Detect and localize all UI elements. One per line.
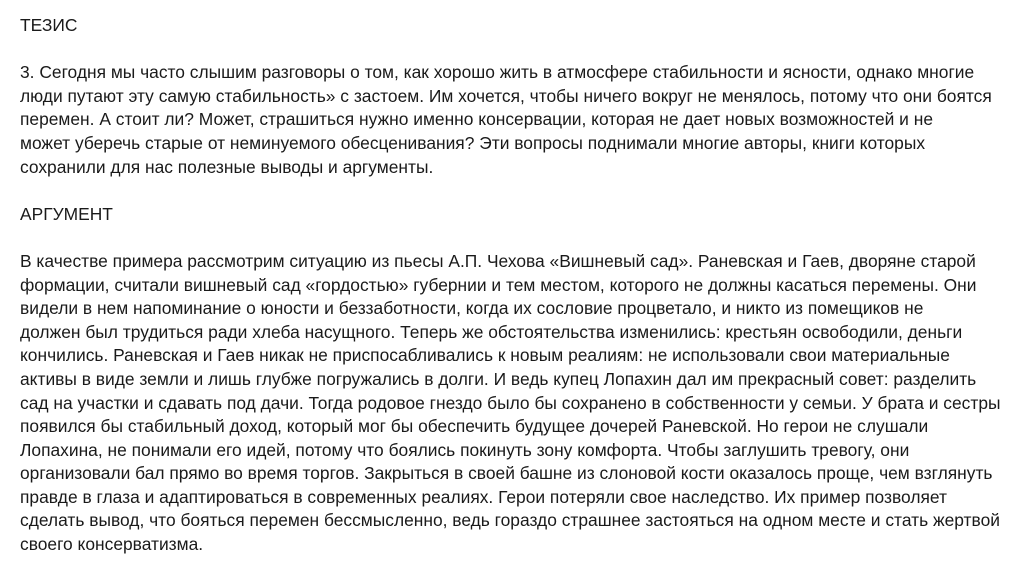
argument-line: должен был трудиться ради хлеба насущного. Теперь же обстоятельства изменились: крестьян освободили, деньги: [20, 321, 963, 342]
argument-line: сделать вывод, что бояться перемен бессмысленно, ведь гораздо страшнее застояться на одном месте и стать жертвой: [20, 510, 1000, 531]
argument-line: Лопахина, не понимали его идей, потому что боялись покинуть зону комфорта. Чтобы заглушить тревогу, они: [20, 439, 910, 460]
thesis-line: 3. Сегодня мы часто слышим разговоры о том, как хорошо жить в атмосфере стабильности и ясности, однако многие: [20, 62, 975, 83]
spacer: [20, 226, 1010, 250]
spacer: [20, 179, 1010, 203]
argument-line: правде в глаза и адаптироваться в современных реалиях. Герои потеряли свое наследство. Их пример позволяет: [20, 486, 947, 507]
spacer: [20, 38, 1010, 62]
thesis-line: может уберечь старые от неминуемого обесценивания? Эти вопросы поднимали многие авторы, книги которых: [20, 132, 926, 153]
argument-line: видели в нем напоминание о юности и беззаботности, когда их сословие процветало, и никто из помещиков не: [20, 298, 924, 319]
thesis-line: сохранили для нас полезные выводы и аргументы.: [20, 156, 434, 177]
argument-line: организовали бал прямо во время торгов. Закрыться в своей башне из слоновой кости оказалось проще, чем взглянуть: [20, 463, 993, 484]
argument-line: сад на участки и сдавать под дачи. Тогда родовое гнездо было бы сохранено в собственности у семьи. У брата и сестры: [20, 392, 1001, 413]
argument-line: своего консерватизма.: [20, 534, 204, 555]
argument-line: активы в виде земли и лишь глубже погружались в долги. И ведь купец Лопахин дал им прекрасный совет: разделить: [20, 368, 977, 389]
argument-line: формации, считали вишневый сад «гордостью» губернии и тем местом, которого не должны касаться перемены. Они: [20, 274, 977, 295]
thesis-line: люди путают эту самую стабильность» с застоем. Им хочется, чтобы ничего вокруг не менялось, потому что они боятся: [20, 85, 992, 106]
argument-line: кончились. Раневская и Гаев никак не приспосабливались к новым реалиям: не использовали свои материальные: [20, 345, 950, 366]
argument-line: В качестве примера рассмотрим ситуацию из пьесы А.П. Чехова «Вишневый сад». Раневская и Гаев, дворяне старой: [20, 250, 976, 271]
thesis-line: перемен. А стоит ли? Может, страшиться нужно именно консервации, которая не дает новых возможностей и не: [20, 109, 933, 130]
argument-heading: АРГУМЕНТ: [20, 203, 113, 224]
thesis-heading: ТЕЗИС: [20, 15, 78, 35]
slide-content: [20, 14, 1010, 557]
argument-line: появился бы стабильный доход, который мог бы обеспечить будущее дочерей Раневской. Но герои не слушали: [20, 416, 929, 437]
